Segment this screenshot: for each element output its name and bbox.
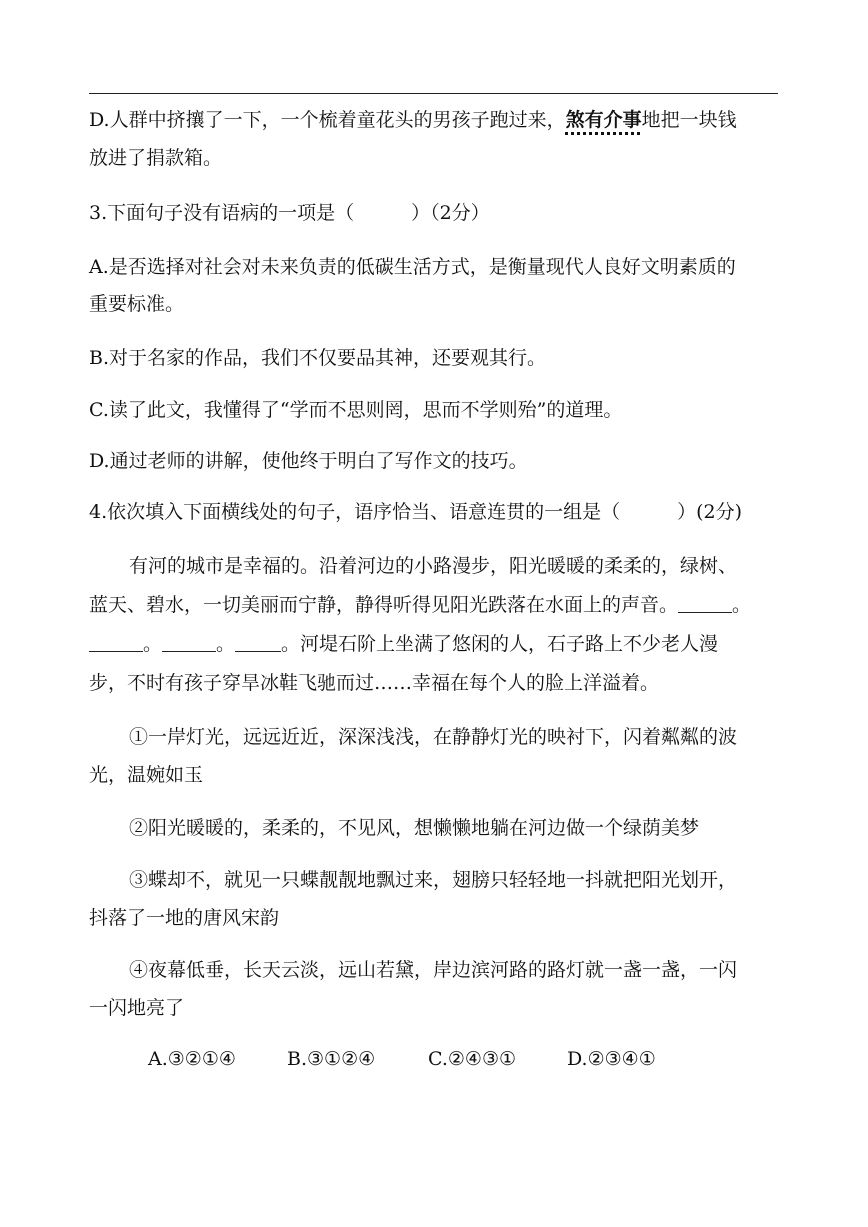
q2-option-d-line2: 放进了捐款箱。 xyxy=(89,147,223,169)
q4-period: 。 xyxy=(732,594,752,616)
q3-option-a-line2: 重要标准。 xyxy=(89,293,185,315)
q4-sentence-1-line2: 光，温婉如玉 xyxy=(89,764,204,786)
fill-blank-3[interactable] xyxy=(162,633,216,652)
q2-d-emphasis-word: 煞有介事 xyxy=(565,109,642,131)
q4-period: 。 xyxy=(216,633,236,655)
q3-stem: 3.下面句子没有语病的一项是（ ）（2分） xyxy=(89,202,490,224)
q2-d-prefix: D.人群中挤攘了一下，一个梳着童花头的男孩子跑过来， xyxy=(89,109,566,131)
q3-option-d: D.通过老师的讲解，使他终于明白了写作文的技巧。 xyxy=(89,450,528,472)
q4-passage-line4: 步，不时有孩子穿旱冰鞋飞驰而过……幸福在每个人的脸上洋溢着。 xyxy=(89,672,660,694)
q4-period: 。 xyxy=(143,633,163,655)
q2-option-d xyxy=(89,108,789,132)
q3-option-b: B.对于名家的作品，我们不仅要品其神，还要观其行。 xyxy=(89,347,547,369)
q4-option-b[interactable]: B.③①②④ xyxy=(287,1048,376,1070)
fill-blank-2[interactable] xyxy=(89,633,143,652)
q4-sentence-2: ②阳光暖暖的，柔柔的，不见风，想懒懒地躺在河边做一个绿荫美梦 xyxy=(129,817,700,839)
fill-blank-4[interactable] xyxy=(235,633,281,652)
q3-option-c: C.读了此文，我懂得了“学而不思则罔，思而不学则殆”的道理。 xyxy=(89,399,623,421)
q4-sentence-4: ④夜幕低垂，长天云淡，远山若黛，岸边滨河路的路灯就一盏一盏，一闪 xyxy=(129,959,738,981)
q4-option-c[interactable]: C.②④③① xyxy=(428,1048,517,1070)
q4-sentence-3-line2: 抖落了一地的唐风宋韵 xyxy=(89,907,280,929)
q4-option-d[interactable]: D.②③④① xyxy=(567,1048,656,1070)
fill-blank-1[interactable] xyxy=(678,594,732,613)
q4-passage-line1: 有河的城市是幸福的。沿着河边的小路漫步，阳光暖暖的柔柔的，绿树、 xyxy=(129,555,738,577)
q3-option-a: A.是否选择对社会对未来负责的低碳生活方式，是衡量现代人良好文明素质的 xyxy=(89,256,736,278)
q4-sentence-3: ③蝶却不，就见一只蝶靓靓地飘过来，翅膀只轻轻地一抖就把阳光划开， xyxy=(129,869,738,891)
q4-passage-line3 xyxy=(89,632,789,656)
q4-stem: 4.依次填入下面横线处的句子，语序恰当、语意连贯的一组是（ ）(2分) xyxy=(89,501,743,523)
q4-option-a[interactable]: A.③②①④ xyxy=(148,1048,236,1070)
q4-passage-line2 xyxy=(89,593,789,617)
q2-d-suffix: 地把一块钱 xyxy=(641,109,737,131)
q4-passage-text: 蓝天、碧水，一切美丽而宁静，静得听得见阳光跌落在水面上的声音。 xyxy=(89,594,679,616)
q4-sentence-4-line2: 一闪地亮了 xyxy=(89,997,185,1019)
q4-passage-tail: 。河堤石阶上坐满了悠闲的人，石子路上不少老人漫 xyxy=(281,633,719,655)
q4-sentence-1: ①一岸灯光，远远近近，深深浅浅，在静静灯光的映衬下，闪着粼粼的波 xyxy=(129,726,738,748)
header-rule xyxy=(89,93,778,94)
